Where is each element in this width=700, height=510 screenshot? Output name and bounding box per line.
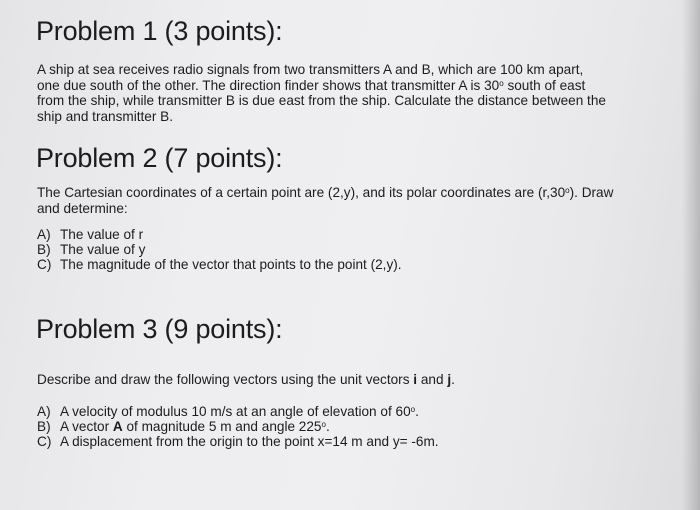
list-item	[37, 419, 439, 434]
problem-3-list	[37, 404, 439, 449]
item-text: A displacement from the origin to the point x=14 m and y= -6m.	[60, 434, 439, 449]
problem-1-line-1: A ship at sea receives radio signals from two transmitters A and B, which are 100 km apart,	[37, 62, 584, 77]
problem-2-list	[37, 227, 402, 272]
item-text: The magnitude of the vector that points to the point (2,y).	[60, 257, 402, 272]
list-item	[37, 404, 439, 419]
problem-3-intro-text: Describe and draw the following vectors using the unit vectors	[37, 372, 414, 387]
problem-3-intro-line	[37, 372, 667, 388]
problem-1-line-3: from the ship, while transmitter B is due east from the ship. Calculate the distance between the	[37, 93, 606, 108]
problem-2-intro-end: ). Draw	[569, 185, 614, 200]
item-a-text: A velocity of modulus 10 m/s at an angle of elevation of 60	[60, 404, 411, 419]
problem-3-title: Problem 3 (9 points):	[36, 314, 283, 344]
problem-1-line-2	[37, 78, 667, 94]
list-item	[37, 227, 402, 242]
list-item	[37, 242, 402, 257]
problem-2-intro	[37, 185, 667, 216]
degree-symbol: o	[499, 78, 504, 88]
item-b-text-2: of magnitude 5 m and angle 225	[122, 419, 322, 434]
degree-symbol: o	[410, 405, 416, 414]
item-marker: B)	[37, 242, 51, 257]
item-b-text: A vector	[60, 419, 113, 434]
item-text: The value of y	[60, 242, 146, 257]
list-item	[37, 434, 439, 449]
item-marker: A)	[37, 227, 51, 242]
item-text	[60, 419, 330, 434]
problem-3-intro-end: .	[451, 372, 455, 387]
item-marker: A)	[37, 404, 51, 419]
item-marker: C)	[37, 434, 52, 449]
problem-1-line-4: ship and transmitter B.	[37, 108, 173, 124]
problem-1-text	[37, 62, 667, 124]
problem-2-intro-line-1	[37, 185, 667, 201]
item-marker: B)	[37, 419, 51, 434]
unit-vector-i: i	[413, 372, 418, 387]
item-text	[60, 404, 419, 419]
item-marker: C)	[37, 257, 52, 272]
problem-2-intro-line-2: and determine:	[37, 200, 128, 216]
degree-symbol: o	[565, 186, 570, 195]
item-a-end: .	[415, 404, 419, 419]
degree-symbol: o	[321, 420, 326, 429]
problem-1-line-2-end: south of east	[507, 77, 586, 93]
unit-vector-j: j	[447, 372, 452, 387]
problem-3-intro-and: and	[417, 372, 448, 387]
item-b-end: .	[325, 419, 330, 434]
problem-1-title: Problem 1 (3 points):	[36, 16, 283, 46]
problem-2-title: Problem 2 (7 points):	[36, 143, 283, 173]
problem-1-line-2-text: one due south of the other. The direction finder shows that transmitter A is 30	[37, 77, 500, 93]
problem-2-intro-text: The Cartesian coordinates of a certain point are (2,y), and its polar coordinates are (r,30	[37, 185, 566, 200]
list-item	[37, 257, 402, 272]
problem-3-intro	[37, 372, 667, 388]
vector-a-label: A	[112, 419, 123, 434]
item-text: The value of r	[60, 227, 144, 242]
